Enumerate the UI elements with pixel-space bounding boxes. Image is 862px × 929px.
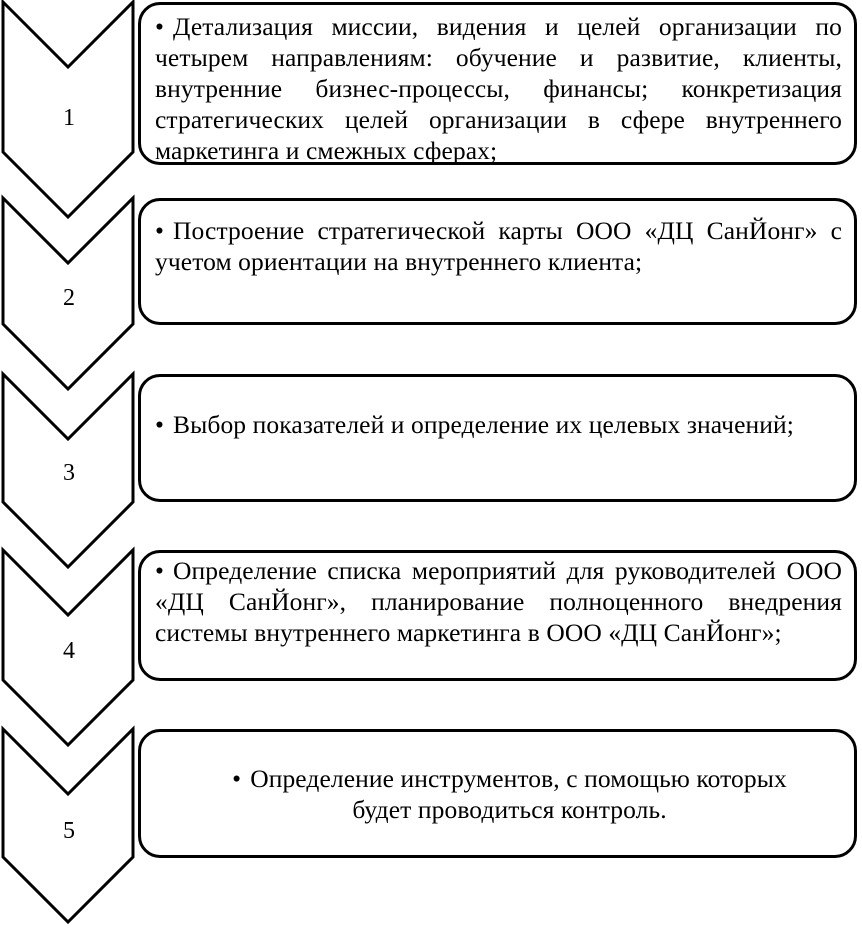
step-box-4 [138,550,857,681]
step-number-1: 1 [63,105,75,131]
bullet-icon: • [155,556,165,585]
step-box-5 [138,729,857,858]
bullet-icon: • [155,216,165,245]
step-description-1: Детализация миссии, видения и целей организации по четырем направлениям: обучение и развитие, клиенты, внутренние бизнес-процессы, финансы; конкретизация стратегических целей организации в сфере внутреннего маркетинга и смежных сферах; [155,12,842,165]
bullet-icon: • [155,410,165,439]
step-number-3: 3 [63,460,75,486]
step-number-5: 5 [63,818,75,844]
step-text-5 [201,763,818,825]
step-text-2 [155,215,842,277]
step-box-3 [138,374,857,502]
step-text-3 [155,409,842,440]
bullet-icon: • [232,764,242,793]
step-description-5: Определение инструментов, с помощью которых будет проводиться контроль. [250,764,787,824]
step-description-4: Определение списка мероприятий для руководителей ООО «ДЦ СанЙонг», планирование полноценного внедрения системы внутреннего маркетинга в ООО «ДЦ СанЙонг»; [155,556,842,647]
step-text-1 [155,11,842,166]
step-description-3: Выбор показателей и определение их целевых значений; [173,410,794,439]
step-box-2 [138,198,857,325]
step-text-4 [155,555,842,648]
step-number-2: 2 [63,285,75,311]
step-description-2: Построение стратегической карты ООО «ДЦ СанЙонг» с учетом ориентации на внутреннего клиента; [155,216,842,276]
step-number-4: 4 [63,638,75,664]
step-box-1 [138,2,857,165]
bullet-icon: • [155,12,165,41]
